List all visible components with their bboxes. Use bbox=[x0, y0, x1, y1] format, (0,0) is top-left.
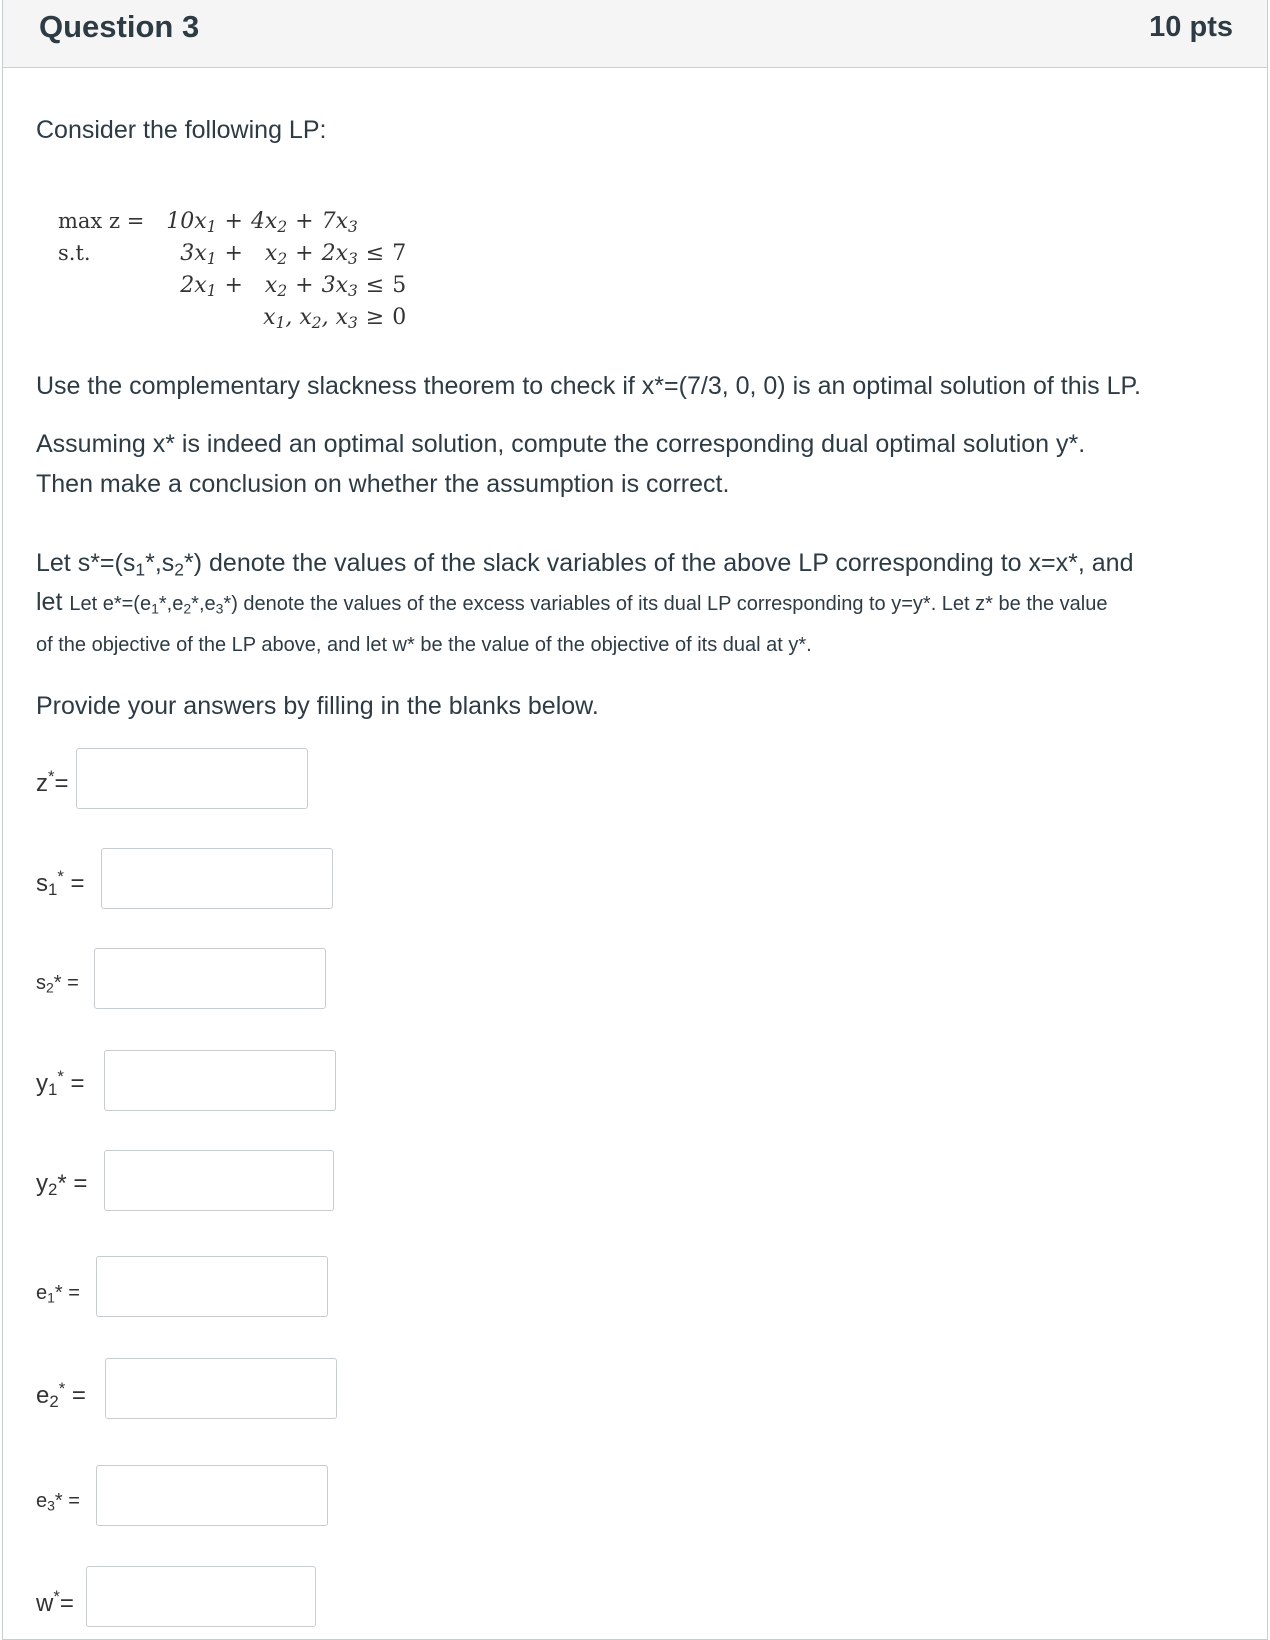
paragraph-assume-1: Assuming x* is indeed an optimal solution, compute the corresponding dual optimal solution y*. bbox=[36, 430, 1086, 458]
obj-term-2: $4x_2$ bbox=[250, 208, 288, 236]
excess-text-e: *,e bbox=[158, 593, 184, 615]
nonneg-relation: ≥ bbox=[365, 304, 385, 330]
blank-label-y2: $y_2*$ = bbox=[36, 1170, 88, 1200]
z-star-input[interactable] bbox=[76, 748, 308, 809]
question-points: 10 pts bbox=[1149, 11, 1233, 43]
objective-label: max z = bbox=[58, 209, 145, 233]
c1-op-2: + bbox=[295, 240, 314, 266]
blank-label-s2: $s_2*$ = bbox=[36, 972, 79, 996]
nonneg-rhs: 0 bbox=[392, 304, 407, 330]
blank-label-y1: $y_1^*$ = bbox=[36, 1066, 85, 1100]
c2-op-2: + bbox=[295, 272, 314, 298]
paragraph-provide: Provide your answers by filling in the blanks below. bbox=[36, 692, 599, 720]
c1-rhs: 7 bbox=[392, 240, 407, 266]
obj-op-1: + bbox=[224, 208, 243, 234]
excess-text-d: Let e*=(e bbox=[69, 593, 152, 615]
slack-text-c: *) denote the values of the slack variables of the above LP corresponding to x=x*, and bbox=[184, 549, 1134, 577]
lp-objective-row bbox=[54, 205, 410, 237]
c1-relation: ≤ bbox=[365, 240, 385, 266]
blank-label-e2: $e_2^*$ = bbox=[36, 1378, 86, 1412]
c1-term-1: $3x_1$ bbox=[180, 240, 217, 268]
paragraph-excess: let Let $e*=(e_1*,e_2*,e_3*)$ denote the values of the excess variables of its dual LP corresponding to y=y*. Let z* be the value bbox=[36, 588, 1108, 617]
s2-star-input[interactable] bbox=[94, 948, 326, 1009]
c2-term-2: $x_2$ bbox=[264, 272, 288, 300]
question-header bbox=[3, 0, 1267, 68]
w-star-input[interactable] bbox=[86, 1566, 316, 1627]
c1-op-1: + bbox=[224, 240, 243, 266]
lp-constraint-row-1 bbox=[54, 237, 410, 269]
nonneg-vars: $x_1$, $x_2$, $x_3$ bbox=[263, 304, 358, 332]
s1-star-input[interactable] bbox=[101, 848, 333, 909]
e1-star-input[interactable] bbox=[96, 1256, 328, 1317]
blank-label-e1: $e_1*$ = bbox=[36, 1282, 80, 1306]
excess-text-f: *,e bbox=[191, 593, 216, 615]
excess-text-g: *) denote the values of the excess variables of its dual LP corresponding to y=y*. Let z* be the value bbox=[223, 593, 1108, 615]
c1-term-2: $x_2$ bbox=[264, 240, 288, 268]
lp-nonneg-row bbox=[54, 301, 410, 333]
c2-term-1: $2x_1$ bbox=[180, 272, 217, 300]
paragraph-check: Use the complementary slackness theorem to check if x*=(7/3, 0, 0) is an optimal solution of this LP. bbox=[36, 372, 1141, 400]
c2-term-3: $3x_3$ bbox=[321, 272, 358, 300]
e3-star-input[interactable] bbox=[96, 1465, 328, 1526]
obj-op-2: + bbox=[295, 208, 314, 234]
slack-text-b: *,s bbox=[145, 549, 175, 577]
paragraph-assume-2: Then make a conclusion on whether the assumption is correct. bbox=[36, 470, 730, 498]
obj-term-1: $10x_1$ bbox=[166, 208, 217, 236]
blank-label-z: z*= bbox=[36, 766, 69, 797]
obj-term-3: $7x_3$ bbox=[321, 208, 358, 236]
excess-let: let bbox=[36, 588, 63, 616]
e2-star-input[interactable] bbox=[105, 1358, 337, 1419]
question-title: Question 3 bbox=[39, 9, 200, 44]
slack-text-a: Let s*=(s bbox=[36, 549, 136, 577]
paragraph-objective: of the objective of the LP above, and let w* be the value of the objective of its dual at y*. bbox=[36, 634, 812, 656]
y2-star-input[interactable] bbox=[104, 1150, 334, 1211]
paragraph-slack: Let $s*=(s_1*,s_2*)$ denote the values of the slack variables of the above LP corresponding to x=x*, and bbox=[36, 549, 1134, 580]
st-label: s.t. bbox=[58, 241, 91, 265]
y1-star-input[interactable] bbox=[104, 1050, 336, 1111]
c2-op-1: + bbox=[224, 272, 243, 298]
blank-label-e3: $e_3*$ = bbox=[36, 1490, 80, 1514]
blank-label-s1: $s_1^*$ = bbox=[36, 866, 85, 900]
c2-relation: ≤ bbox=[365, 272, 385, 298]
c1-term-3: $2x_3$ bbox=[321, 240, 358, 268]
blank-label-w: w*= bbox=[36, 1586, 74, 1617]
lp-formulation bbox=[54, 205, 410, 333]
c2-rhs: 5 bbox=[392, 272, 407, 298]
lp-constraint-row-2 bbox=[54, 269, 410, 301]
intro-text: Consider the following LP: bbox=[36, 116, 327, 144]
